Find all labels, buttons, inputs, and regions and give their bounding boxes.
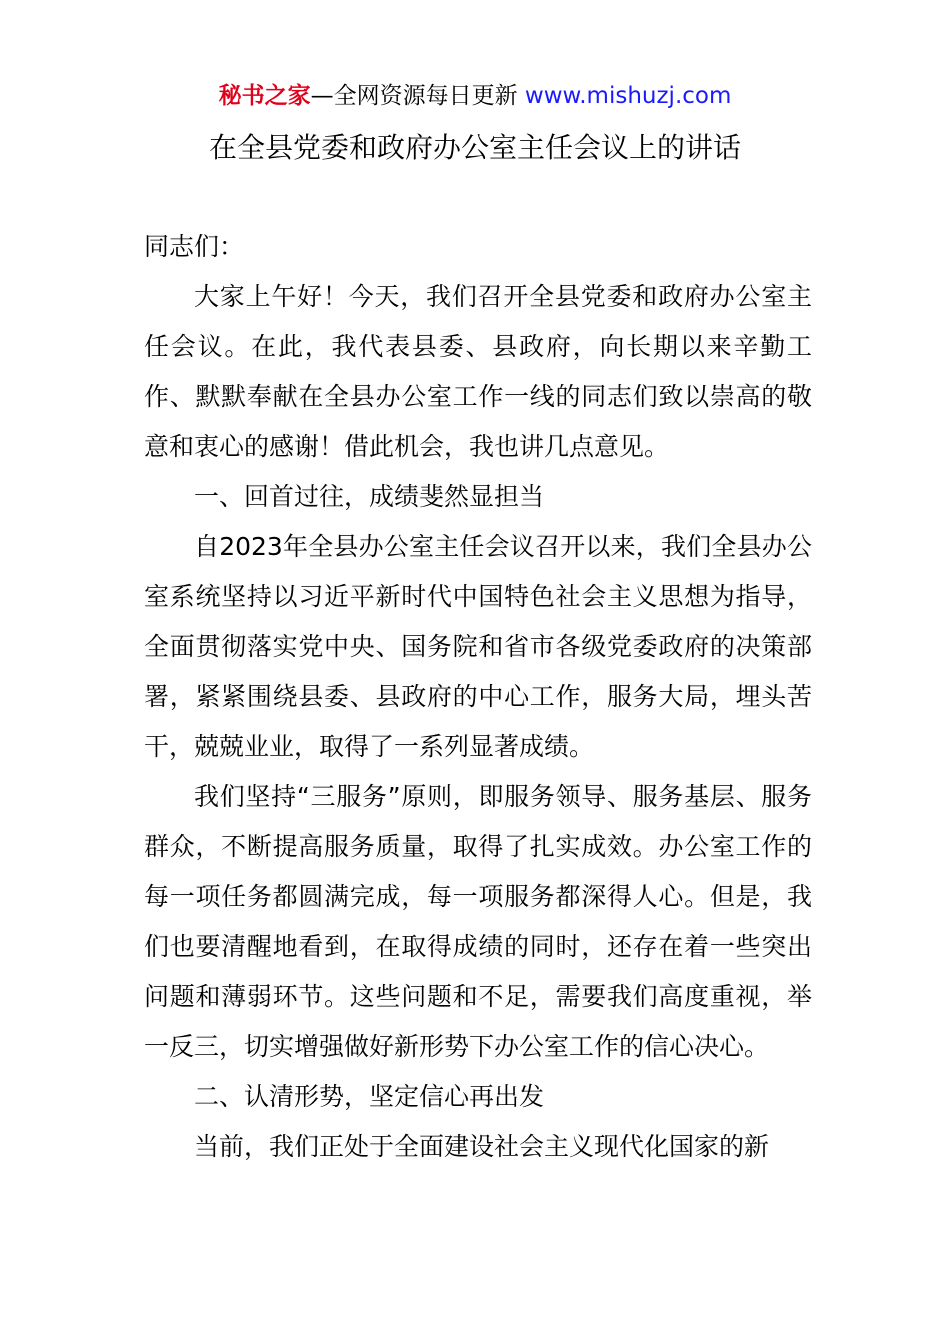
section-heading-2: 二、认清形势，坚定信心再出发: [194, 1082, 545, 1111]
paragraph-achievements: 自2023年全县办公室主任会议召开以来，我们全县办公室系统坚持以习近平新时代中国特色社会主义思想为指导，全面贯彻落实党中央、国务院和省市各级党委政府的决策部署，紧紧围绕县委、县政府的中心工作，服务大局，埋头苦干，兢兢业业，取得了一系列显著成绩。: [144, 532, 812, 761]
section-heading-1: 一、回首过往，成绩斐然显担当: [194, 482, 545, 511]
salutation: 同志们：: [144, 232, 245, 261]
document-title: 在全县党委和政府办公室主任会议上的讲话: [208, 131, 741, 164]
paragraph-three-services: 我们坚持“三服务”原则，即服务领导、服务基层、服务群众，不断提高服务质量，取得了扎实成效。办公室工作的每一项任务都圆满完成，每一项服务都深得人心。但是，我们也要清醒地看到，在取得成绩的同时，还存在着一些突出问题和薄弱环节。这些问题和不足，需要我们高度重视，举一反三，切实增强做好新形势下办公室工作的信心决心。: [144, 782, 812, 1061]
document-body: [144, 222, 812, 1172]
brand-name: 秘书之家: [218, 83, 311, 109]
paragraph-greeting: 大家上午好！今天，我们召开全县党委和政府办公室主任会议。在此，我代表县委、县政府，向长期以来辛勤工作、默默奉献在全县办公室工作一线的同志们致以崇高的敬意和衷心的感谢！借此机会，我也讲几点意见。: [144, 282, 812, 461]
site-url-link[interactable]: www.mishuzj.com: [524, 83, 732, 109]
site-header: [0, 80, 950, 112]
paragraph-current-situation: 当前，我们正处于全面建设社会主义现代化国家的新: [194, 1132, 770, 1161]
header-tagline: —全网资源每日更新: [310, 83, 525, 109]
